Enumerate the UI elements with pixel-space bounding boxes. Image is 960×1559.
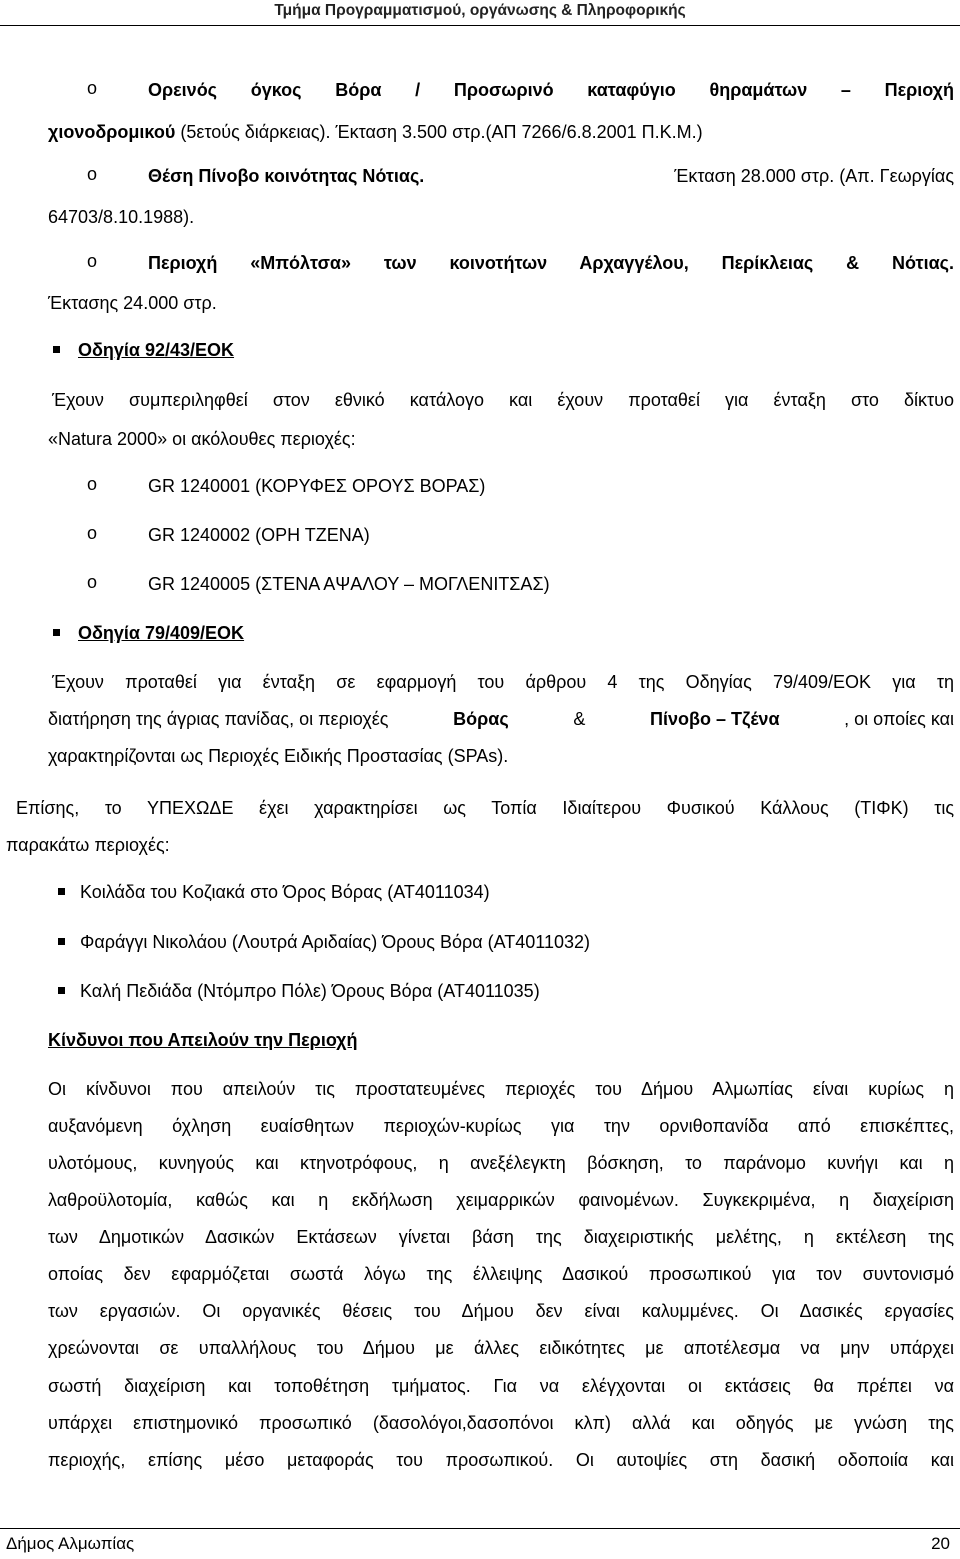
text: &: [573, 709, 586, 729]
threats-heading: Κίνδυνοι που Απειλούν την Περιοχή: [48, 1030, 358, 1050]
natura-item: GR 1240002 (ΟΡΗ ΤΖΕΝΑ): [148, 525, 370, 545]
list-item-vora-line2: [48, 120, 703, 144]
threats-line: σωστή διαχείριση και τοποθέτηση τμήματος. Για να ελέγχονται οι εκτάσεις θα πρέπει να: [48, 1376, 954, 1396]
plain-text: (5ετούς διάρκειας). Έκταση 3.500 στρ.(ΑΠ 7266/6.8.2001 Π.Κ.Μ.): [175, 122, 703, 142]
tifk-item: Καλή Πεδιάδα (Ντόμπρο Πόλε) Όρους Βόρα (ΑΤ4011035): [80, 981, 540, 1001]
page-header: [0, 0, 960, 26]
square-bullet-icon: [53, 629, 60, 636]
text: διατήρηση της άγριας πανίδας, οι περιοχές: [48, 709, 389, 729]
list-item-pinovo-line1: [148, 164, 954, 188]
section1-paragraph-line1: Έχουν συμπεριληφθεί στον εθνικό κατάλογο και έχουν προταθεί για ένταξη στο δίκτυο: [52, 390, 954, 410]
section2-paragraph-line1: Έχουν προταθεί για ένταξη σε εφαρμογή του άρθρου 4 της Οδηγίας 79/409/ΕΟΚ για τη: [52, 672, 954, 692]
threats-line: των Δημοτικών Δασικών Εκτάσεων γίνεται βάση της διαχειριστικής μελέτης, η εκτέλεση της: [48, 1227, 954, 1247]
bold-text: Θέση Πίνοβο κοινότητας Νότιας.: [148, 166, 425, 186]
list-bullet: o: [87, 78, 98, 98]
page-number: 20: [931, 1534, 950, 1553]
threats-line: Οι κίνδυνοι που απειλούν τις προστατευμένες περιοχές του Δήμου Αλμωπίας είναι κυρίως η: [48, 1079, 954, 1099]
page-footer: [0, 1528, 960, 1558]
threats-line: οποίας δεν εφαρμόζεται σωστά λόγω της έλλειψης Δασικού προσωπικού για τον συντονισμό: [48, 1264, 954, 1284]
square-bullet-icon: [58, 987, 65, 994]
plain-text: Έκταση 28.000 στρ. (Απ. Γεωργίας: [674, 166, 954, 186]
tifk-item: Φαράγγι Νικολάου (Λουτρά Αριδαίας) Όρους Βόρα (ΑΤ4011032): [80, 932, 590, 952]
threats-line: υπάρχει επιστημονικό προσωπικό (δασολόγοι,δασοπόνοι κλπ) αλλά και οδηγός με γνώση της: [48, 1413, 954, 1433]
tifk-intro-line2: παρακάτω περιοχές:: [6, 835, 170, 855]
section-heading-79-409: Οδηγία 79/409/ΕΟΚ: [78, 623, 245, 643]
list-bullet: o: [87, 523, 98, 543]
bold-text: Πίνοβο – Τζένα: [650, 709, 780, 729]
list-bullet: o: [87, 474, 98, 494]
section2-paragraph-line3: χαρακτηρίζονται ως Περιοχές Ειδικής Προστασίας (SPAs).: [48, 746, 509, 766]
bold-text: Βόρας: [453, 709, 509, 729]
threats-line: χρεώνονται σε υπαλλήλους του Δήμου με άλλες ειδικότητες με αποτέλεσμα να μην υπάρχει: [48, 1338, 954, 1358]
threats-line: αυξανόμενη όχληση ευαίσθητων περιοχών-κυρίως για την ορνιθοπανίδα από επισκέπτες,: [48, 1116, 954, 1136]
section2-paragraph-line2: [48, 707, 954, 731]
list-bullet: o: [87, 164, 98, 184]
bold-text: χιονοδρομικού: [48, 122, 176, 142]
header-title: Τμήμα Προγραμματισμού, οργάνωσης & Πληροφορικής: [274, 2, 686, 19]
section-heading-92-43: Οδηγία 92/43/ΕΟΚ: [78, 340, 235, 360]
threats-line: των εργασιών. Οι οργανικές θέσεις του Δήμου δεν είναι καλυμμένες. Οι Δασικές εργασίες: [48, 1301, 954, 1321]
list-item-boltsa-line2: Έκτασης 24.000 στρ.: [48, 293, 217, 313]
tifk-intro-line1: Επίσης, το ΥΠΕΧΩΔΕ έχει χαρακτηρίσει ως Τοπία Ιδιαίτερου Φυσικού Κάλλους (ΤΙΦΚ) τις: [16, 798, 954, 818]
square-bullet-icon: [53, 346, 60, 353]
footer-municipality: Δήμος Αλμωπίας: [6, 1534, 135, 1553]
list-bullet: o: [87, 251, 98, 271]
natura-item: GR 1240005 (ΣΤΕΝΑ ΑΨΑΛΟΥ – ΜΟΓΛΕΝΙΤΣΑΣ): [148, 574, 550, 594]
threats-line: περιοχής, επίσης μέσο μεταφοράς του προσωπικού. Οι αυτοψίες στη δασική οδοποιία και: [48, 1450, 954, 1470]
square-bullet-icon: [58, 888, 65, 895]
threats-line: λαθροϋλοτομία, καθώς και η εκδήλωση χειμαρρικών φαινομένων. Συγκεκριμένα, η διαχείριση: [48, 1190, 954, 1210]
natura-item: GR 1240001 (ΚΟΡΥΦΕΣ ΟΡΟΥΣ ΒΟΡΑΣ): [148, 476, 486, 496]
section1-paragraph-line2: «Natura 2000» οι ακόλουθες περιοχές:: [48, 429, 356, 449]
list-item-pinovo-line2: 64703/8.10.1988).: [48, 207, 195, 227]
threats-line: υλοτόμους, κυνηγούς και κτηνοτρόφους, η ανεξέλεγκτη βόσκηση, το παράνομο κυνήγι και η: [48, 1153, 954, 1173]
tifk-item: Κοιλάδα του Κοζιακά στο Όρος Βόρας (ΑΤ4011034): [80, 882, 490, 902]
list-bullet: o: [87, 572, 98, 592]
text: , οι οποίες και: [844, 709, 954, 729]
square-bullet-icon: [58, 938, 65, 945]
list-item-vora-line1: Ορεινός όγκος Βόρα / Προσωρινό καταφύγιο θηραμάτων – Περιοχή: [148, 80, 954, 100]
list-item-boltsa-line1: Περιοχή «Μπόλτσα» των κοινοτήτων Αρχαγγέλου, Περίκλειας & Νότιας.: [148, 253, 954, 273]
